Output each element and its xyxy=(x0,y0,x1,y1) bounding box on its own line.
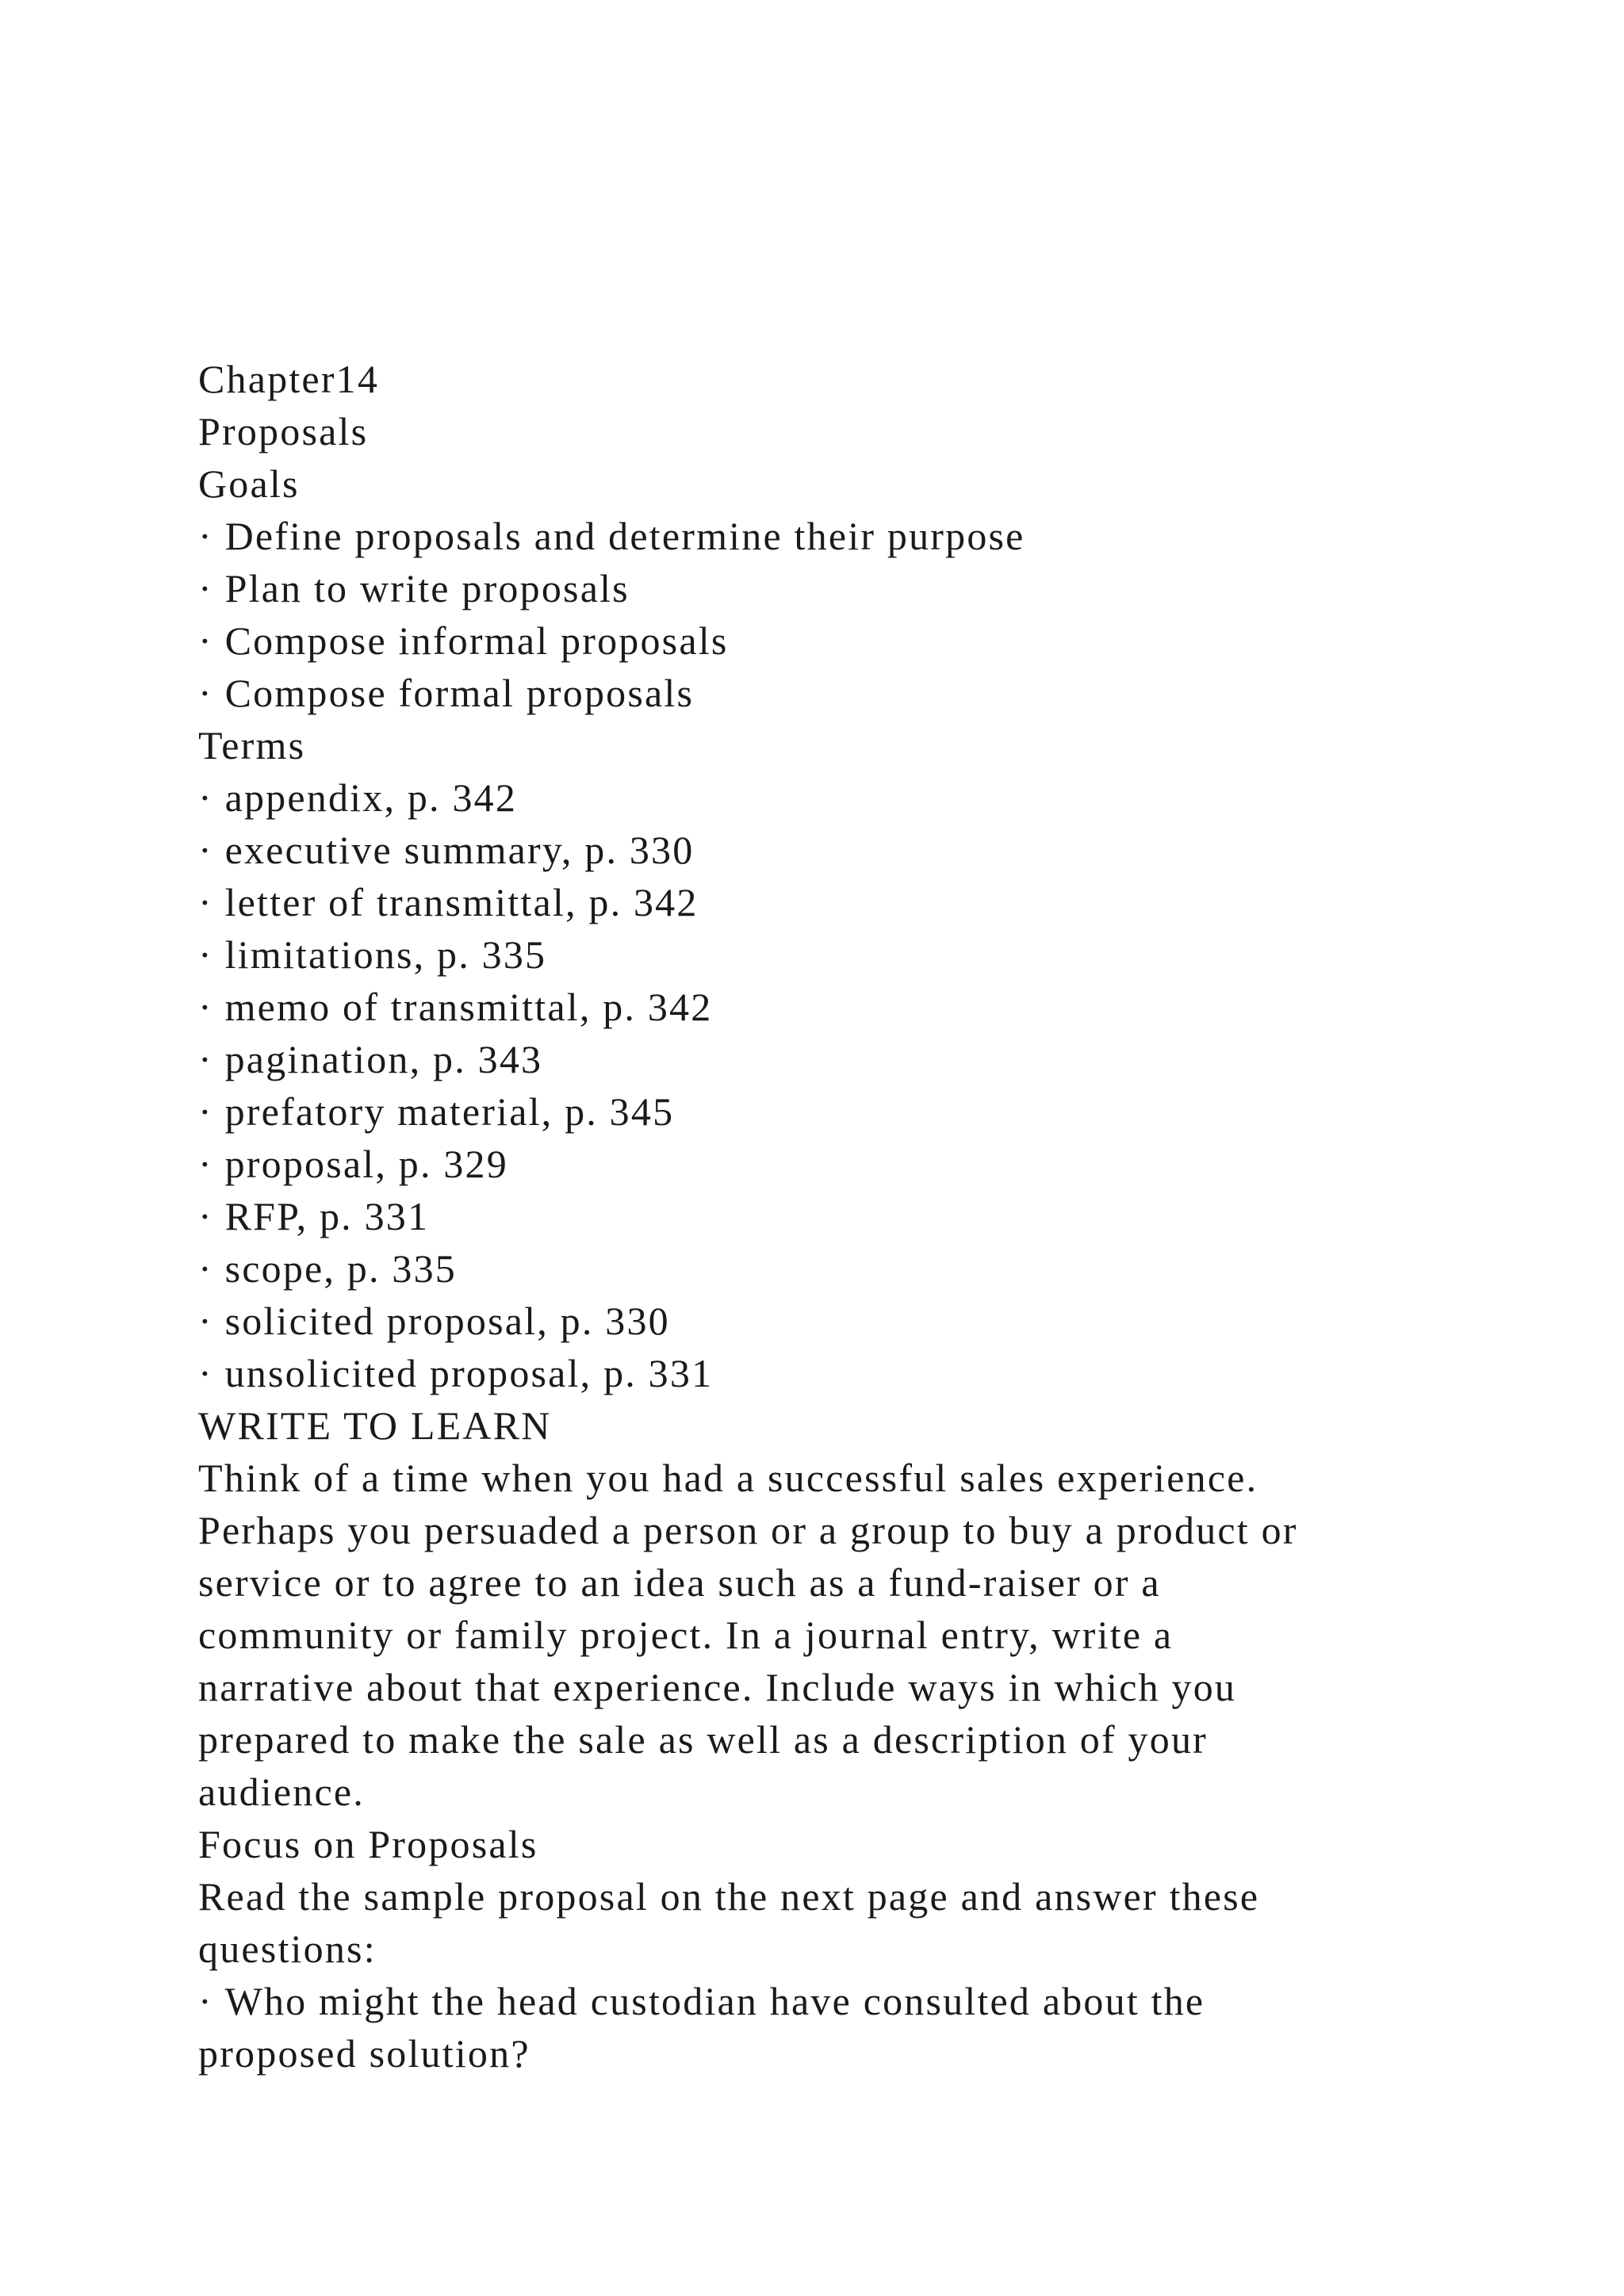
focus-intro-line: Read the sample proposal on the next page and answer these xyxy=(198,1874,1260,1919)
goal-item: · Compose formal proposals xyxy=(198,667,1483,719)
write-to-learn-heading: WRITE TO LEARN xyxy=(198,1403,552,1448)
write-to-learn-line: community or family project. In a journal entry, write a xyxy=(198,1613,1174,1657)
term-item: · unsolicited proposal, p. 331 xyxy=(198,1347,1483,1399)
term-item: · proposal, p. 329 xyxy=(198,1138,1483,1190)
term-item: · memo of transmittal, p. 342 xyxy=(198,981,1483,1033)
term-item: · letter of transmittal, p. 342 xyxy=(198,876,1483,928)
term-item: · limitations, p. 335 xyxy=(198,928,1483,981)
write-to-learn-line: audience. xyxy=(198,1770,365,1814)
write-to-learn-line: service or to agree to an idea such as a fund-raiser or a xyxy=(198,1560,1161,1605)
focus-intro-line: questions: xyxy=(198,1927,377,1971)
terms-heading: Terms xyxy=(198,723,306,767)
write-to-learn-line: prepared to make the sale as well as a description of your xyxy=(198,1717,1208,1762)
goal-item: · Define proposals and determine their purpose xyxy=(198,510,1483,562)
term-item: · scope, p. 335 xyxy=(198,1242,1483,1295)
term-item: · solicited proposal, p. 330 xyxy=(198,1295,1483,1347)
term-item: · appendix, p. 342 xyxy=(198,771,1483,824)
focus-question-line: · Who might the head custodian have consulted about the xyxy=(198,1975,1483,2027)
goal-item: · Plan to write proposals xyxy=(198,562,1483,614)
term-item: · prefatory material, p. 345 xyxy=(198,1085,1483,1138)
goal-item: · Compose informal proposals xyxy=(198,614,1483,667)
chapter-label: Chapter14 xyxy=(198,357,380,401)
term-item: · RFP, p. 331 xyxy=(198,1190,1483,1242)
goals-heading: Goals xyxy=(198,461,300,506)
term-item: · pagination, p. 343 xyxy=(198,1033,1483,1085)
write-to-learn-line: Think of a time when you had a successful sales experience. xyxy=(198,1456,1258,1500)
write-to-learn-line: Perhaps you persuaded a person or a group to buy a product or xyxy=(198,1508,1298,1552)
write-to-learn-line: narrative about that experience. Include ways in which you xyxy=(198,1665,1237,1709)
focus-question-line: proposed solution? xyxy=(198,2031,530,2076)
chapter-title: Proposals xyxy=(198,409,369,453)
term-item: · executive summary, p. 330 xyxy=(198,824,1483,876)
focus-heading: Focus on Proposals xyxy=(198,1822,538,1866)
document-body xyxy=(198,353,1483,2080)
